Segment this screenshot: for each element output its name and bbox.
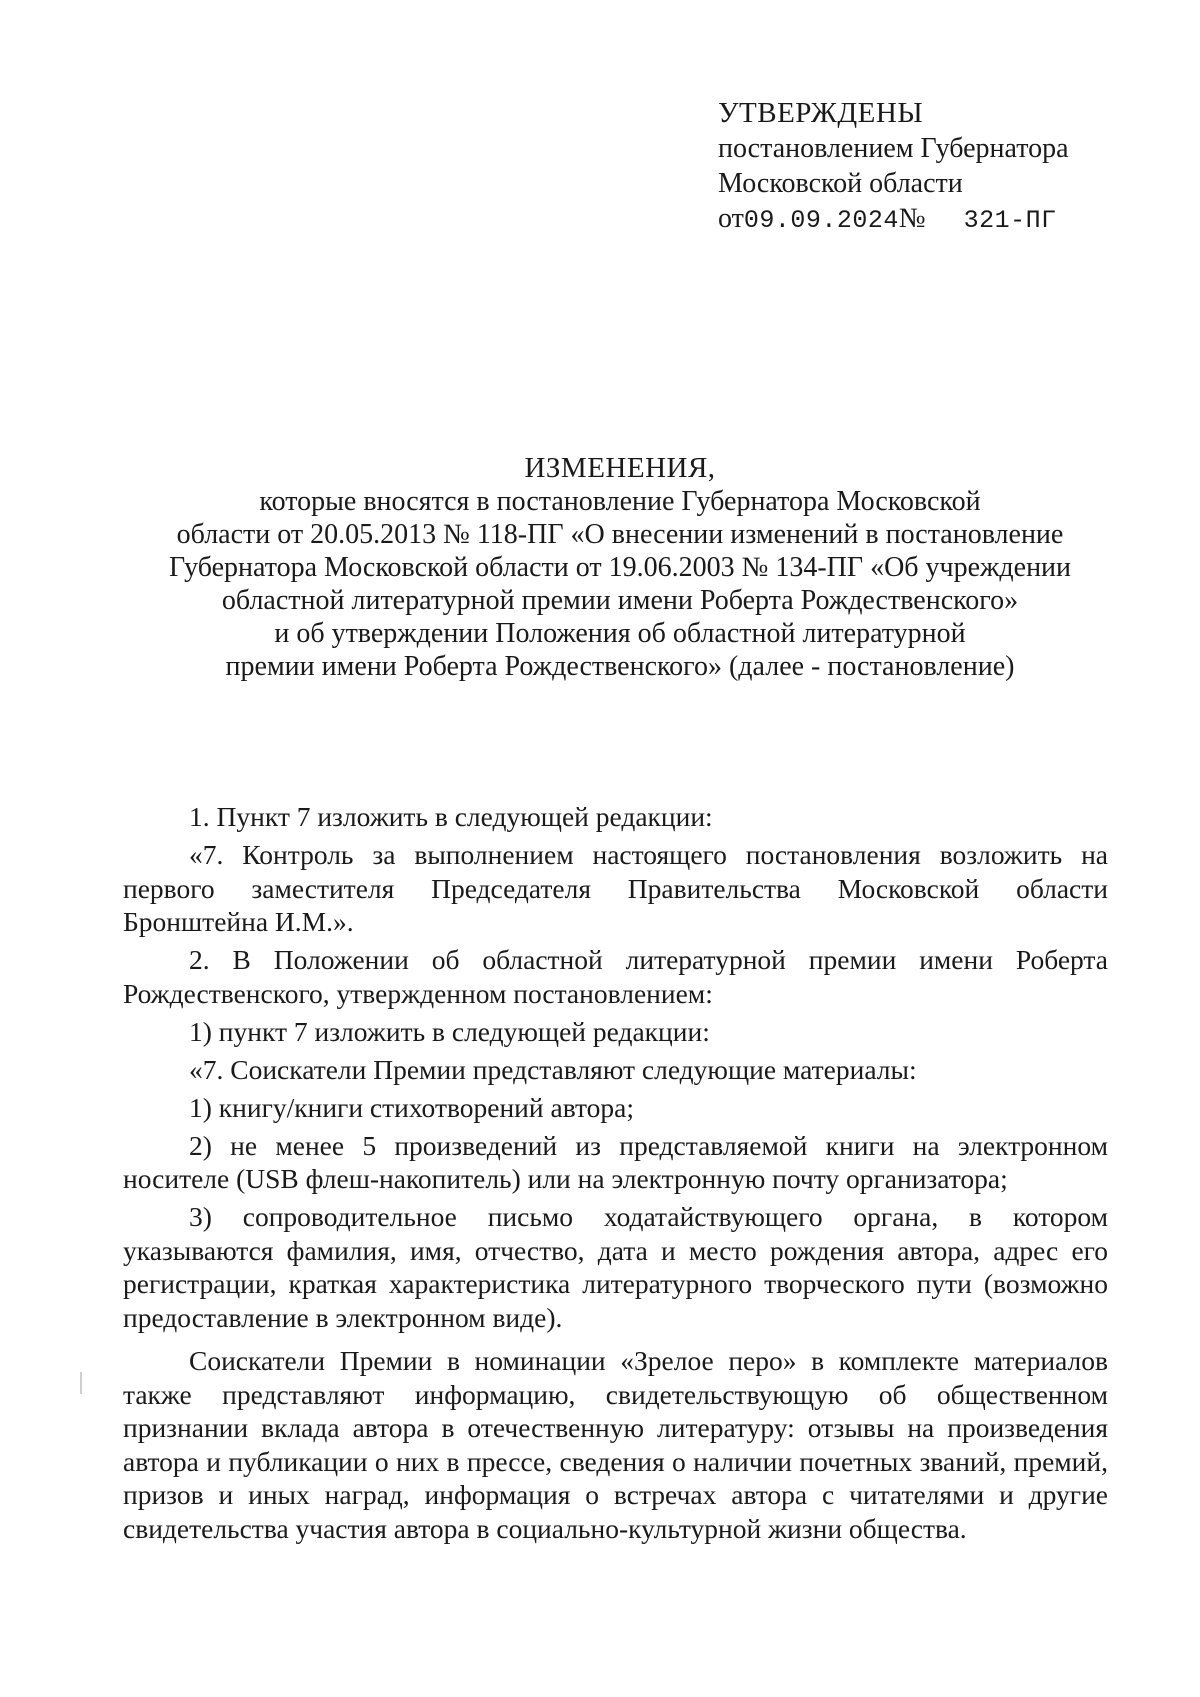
body-paragraph: 2. В Положении об областной литературной премии имени Роберта Рождественского, утвержденном постановлением: [123,944,1108,1009]
heading-title: ИЗМЕНЕНИЯ, [524,452,716,484]
body-paragraph: «7. Соискатели Премии представляют следующие материалы: [189,1053,917,1085]
heading-line: которые вносятся в постановление Губернатора Московской [259,486,981,517]
document-body [123,800,1108,1550]
body-paragraph: 1) пункт 7 изложить в следующей редакции: [189,1015,710,1047]
heading-line: областной литературной премии имени Роберта Рождественского» [221,585,1019,616]
body-paragraph: «7. Контроль за выполнением настоящего постановления возложить на первого заместителя Председателя Правительства Московской области Бронштейна И.М.». [123,839,1108,937]
heading-line: премии имени Роберта Рождественского» (далее - постановление) [225,651,1015,682]
heading-line: и об утверждении Положения об областной литературной [274,618,966,649]
approval-date-line [718,201,1069,238]
document-heading [130,452,1110,683]
body-paragraph: Соискатели Премии в номинации «Зрелое перо» в комплекте материалов также представляют информацию, свидетельствующую об общественном признании вклада автора в отечественную литературу: отзывы на произведения автора и публикации о них в прессе, сведения о наличии почетных званий, премий, призов и иных наград, информация о встречах автора с читателями и другие свидетельства участия автора в социально-культурной жизни общества. [123,1345,1108,1544]
approval-line-1: постановлением Губернатора [718,133,1069,164]
heading-line: Губернатора Московской области от 19.06.2003 № 134-ПГ «Об учреждении [168,552,1072,583]
approval-number: 321-ПГ [963,206,1057,235]
margin-mark [80,1372,82,1394]
body-paragraph: 3) сопроводительное письмо ходатайствующего органа, в котором указываются фамилия, имя, отчество, дата и место рождения автора, адрес его регистрации, краткая характеристика литературного творческого пути (возможно предоставление в электронном виде). [123,1201,1108,1333]
number-sign: № [898,203,926,234]
approval-date: 09.09.2024 [743,206,899,235]
approval-block [718,96,1069,238]
body-paragraph: 1. Пункт 7 изложить в следующей редакции: [189,801,713,832]
body-paragraph: 1) книгу/книги стихотворений автора; [189,1091,634,1123]
body-paragraph: 2) не менее 5 произведений из представляемой книги на электронном носителе (USB флеш-накопитель) или на электронную почту организатора; [123,1129,1108,1194]
heading-line: области от 20.05.2013 № 118-ПГ «О внесении изменений в постановление [176,519,1064,550]
approval-title: УТВЕРЖДЕНЫ [718,97,924,129]
approval-line-2: Московской области [718,168,963,199]
date-prefix: от [718,203,744,234]
